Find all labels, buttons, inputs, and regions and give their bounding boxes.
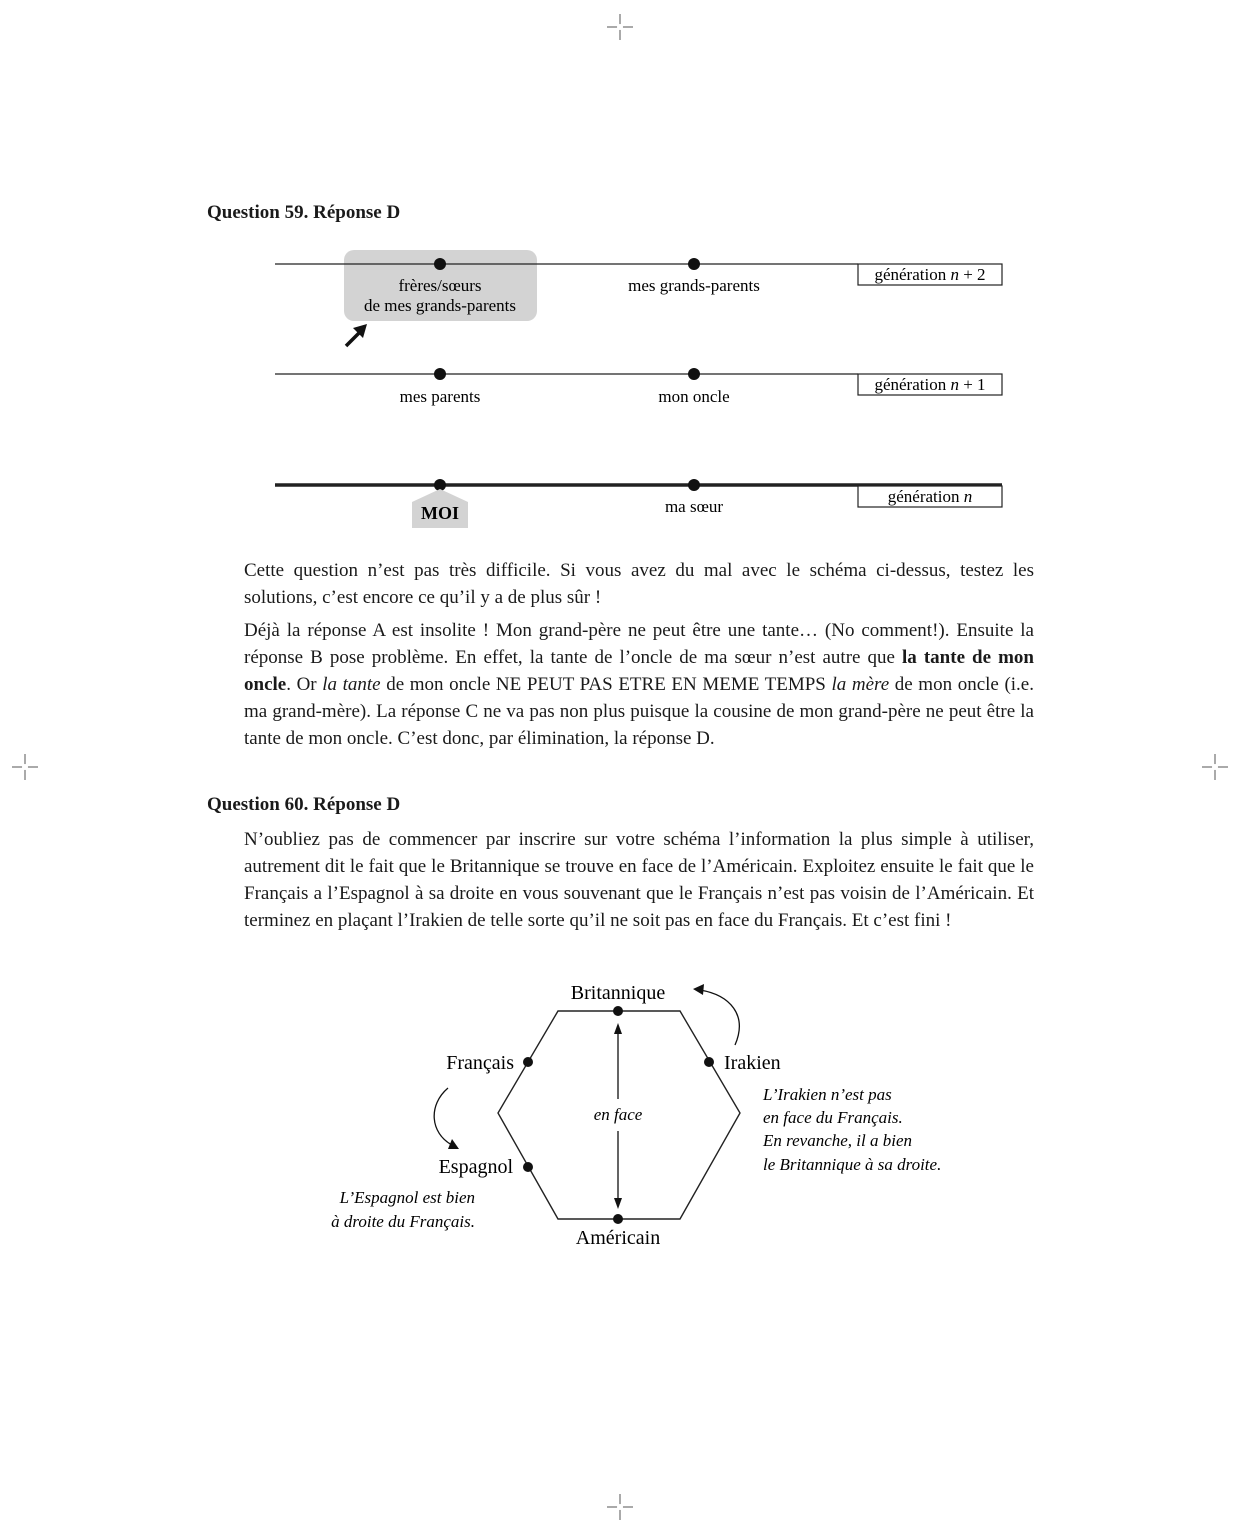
q59-paragraph-1: Cette question n’est pas très difficile. Si vous avez du mal avec le schéma ci-dessus, testez les solutions, c’est encore ce qu’il y a de plus sûr ! [244, 560, 1034, 608]
q59-paragraph-2: Déjà la réponse A est insolite ! Mon grand-père ne peut être une tante… (No comment!). Ensuite la réponse B pose problème. En effet, la tante de l’oncle de ma sœur n’est autre que la tante de mon oncle. Or la tante de mon oncle NE PEUT PAS ETRE EN MEME TEMPS la mère de mon oncle (i.e. ma grand-mère). La réponse C ne va pas non plus puisque la cousine de mon grand-père ne peut être la tante de mon oncle. C’est donc, par élimination, la réponse D. [244, 620, 1035, 749]
label-americain: Américain [575, 1227, 661, 1249]
label-irakien: Irakien [724, 1052, 781, 1074]
seat-britannique [613, 1006, 623, 1016]
svg-text:L’Espagnol est bien: L’Espagnol est bien [339, 1188, 475, 1207]
svg-text:En revanche, il a bien: En revanche, il a bien [763, 1131, 913, 1150]
note-espagnol [331, 1188, 475, 1231]
label-siblings-line1: frères/sœurs [398, 276, 482, 295]
label-en-face: en face [593, 1105, 643, 1124]
curved-arrow-francais-icon [434, 1088, 459, 1149]
label-francais: Français [446, 1052, 514, 1074]
seat-espagnol [523, 1162, 533, 1172]
svg-text:L’Irakien n’est pas: L’Irakien n’est pas [763, 1085, 892, 1104]
generation-n1-label: génération n + 1 [874, 375, 986, 394]
label-britannique: Britannique [570, 982, 666, 1004]
svg-text:le Britannique à sa droite.: le Britannique à sa droite. [763, 1155, 942, 1174]
question-60-heading: Question 60. Réponse D [207, 794, 401, 815]
question-59-heading: Question 59. Réponse D [207, 202, 401, 223]
generation-n2-label: génération n + 2 [874, 265, 986, 284]
label-grandparents: mes grands-parents [628, 276, 760, 295]
seat-americain [613, 1214, 623, 1224]
generation-n-label: génération n [887, 487, 973, 506]
curved-arrow-irakien-icon [693, 984, 739, 1045]
note-irakien [762, 1085, 941, 1174]
crop-mark-bottom [605, 1492, 635, 1522]
label-parents: mes parents [399, 387, 481, 406]
label-uncle: mon oncle [658, 387, 730, 406]
label-espagnol: Espagnol [438, 1156, 513, 1178]
q60-paragraph-1: N’oubliez pas de commencer par inscrire sur votre schéma l’information la plus simple à utiliser, autrement dit le fait que le Britannique se trouve en face de l’Américain. Exploitez ensuite le fait que le Français a l’Espagnol à sa droite en vous souvenant que le Français n’est pas voisin de l’Américain. Et terminez en plaçant l’Irakien de telle sorte qu’il ne soit pas en face du Français. Et c’est fini ! [244, 829, 1034, 931]
seat-francais [523, 1057, 533, 1067]
label-sister: ma sœur [664, 497, 724, 516]
label-siblings-line2: de mes grands-parents [363, 296, 517, 315]
seat-irakien [704, 1057, 714, 1067]
svg-text:à droite du Français.: à droite du Français. [331, 1212, 475, 1231]
label-me: MOI [421, 503, 459, 523]
svg-text:en face du Français.: en face du Français. [763, 1108, 903, 1127]
